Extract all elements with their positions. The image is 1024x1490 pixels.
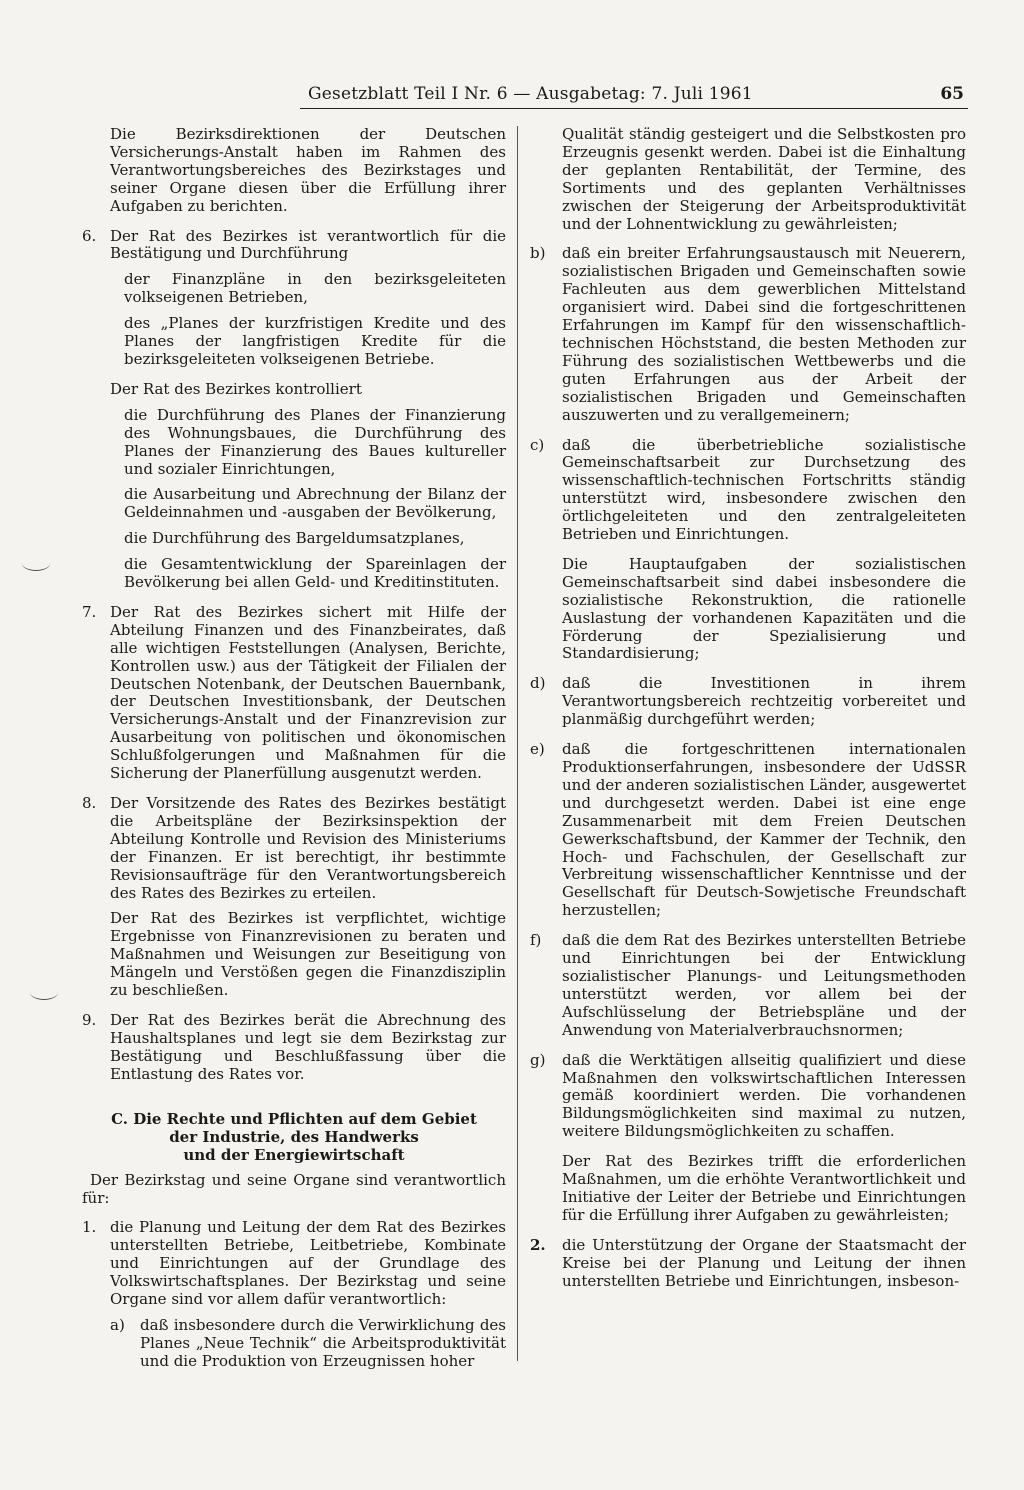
paragraph: daß die Werktätigen allseitig qualifiziert und diese Maßnahmen den volkswirtschaftlichen Interessen gemäß koordiniert werden. Die vorhandenen Bildungsmöglichkeiten sind maximal zu nutzen, weitere Bildungsmöglichkeiten zu schaffen. bbox=[562, 1050, 966, 1141]
item-letter: a) bbox=[110, 1315, 125, 1334]
paragraph: des „Planes der kurzfristigen Kredite und des Planes der langfristigen Kredite für die bezirksgeleiteten volkseigenen Betriebe. bbox=[124, 314, 506, 368]
lettered-item bbox=[530, 245, 966, 424]
section-heading bbox=[82, 1110, 506, 1164]
paragraph: daß die fortgeschrittenen internationalen Produktionserfahrungen, insbesondere der UdSSR und der anderen sozialistischen Länder, ausgewertet und durchgesetzt werden. Dabei ist eine enge Zusammenarbeit mit dem Freien Deutschen Gewerkschaftsbund, der Kammer der Technik, den Hoch- und Fachschulen, der Gesellschaft zur Verbreitung wissenschaftlicher Kenntnisse und der Gesellschaft für Deutsch-Sowjetische Freundschaft herzustellen; bbox=[562, 740, 966, 920]
paragraph: Der Bezirkstag und seine Organe sind verantwortlich für: bbox=[82, 1170, 506, 1207]
paragraph: Der Rat des Bezirkes sichert mit Hilfe der Abteilung Finanzen und des Finanzbeirates, daß alle wichtigen Feststellungen (Analysen, Berichte, Kontrollen usw.) aus der Tätigkeit der Filialen der Deutschen Notenbank, der Deutschen Bauernbank, der Deutschen Investitionsbank, der Deutschen Versicherungs-Anstalt und der Finanzrevision zur Ausarbeitung von politischen und ökonomischen Schlußfolgerungen und Maßnahmen für die Sicherung der Planerfüllung ausgenutzt werden. bbox=[110, 602, 506, 783]
lettered-item bbox=[530, 1052, 966, 1142]
item-letter: g) bbox=[530, 1050, 546, 1069]
paragraph: Der Rat des Bezirkes kontrolliert bbox=[110, 379, 362, 398]
paragraph: daß die überbetriebliche sozialistische Gemeinschaftsarbeit zur Durchsetzung des wissenschaftlich-technischen Fortschritts ständig unterstützt wird, insbesondere zwischen den örtlichgeleiteten und den zentralgeleiteten Betrieben und Einrichtungen. bbox=[562, 435, 966, 544]
paragraph: die Ausarbeitung und Abrechnung der Bilanz der Geldeinnahmen und -ausgaben der Bevölkerung, bbox=[124, 485, 506, 522]
paragraph: die Unterstützung der Organe der Staatsmacht der Kreise bei der Planung und Leitung der ihnen unterstellten Betriebe und Einrichtungen, insbeson- bbox=[562, 1235, 966, 1290]
paragraph: Die Bezirksdirektionen der Deutschen Versicherungs-Anstalt haben im Rahmen des Verantwortungsbereiches des Bezirkstages und seiner Organe diesen über die Erfüllung ihrer Aufgaben zu berichten. bbox=[110, 125, 506, 215]
paragraph: daß ein breiter Erfahrungsaustausch mit Neuerern, sozialistischen Brigaden und Gemeinschaften sowie Fachleuten aus dem gewerblichen Mittelstand organisiert wird. Dabei sind die fortgeschrittenen Erfahrungen im Kampf für den wissenschaftlich-technischen Höchststand, die besten Methoden zur Führung des sozialistischen Wettbewerbs und die guten Erfahrungen aus der Arbeit der sozialistischen Brigaden und Gemeinschaften auszuwerten und zu verallgemeinern; bbox=[562, 244, 966, 424]
margin-mark bbox=[30, 985, 58, 1000]
header-title: Gesetzblatt Teil I Nr. 6 — Ausgabetag: 7. Juli 1961 bbox=[308, 84, 753, 104]
item-number: 1. bbox=[82, 1218, 97, 1237]
paragraph: daß die dem Rat des Bezirkes unterstellten Betriebe und Einrichtungen bei der Entwicklung sozialistischer Planungs- und Leitungsmethoden unterstützt werden, vor allem bei der Aufschlüsselung der Betriebspläne und der Anwendung von Materialverbrauchsnormen; bbox=[562, 931, 966, 1039]
section-heading-line: und der Energiewirtschaft bbox=[183, 1145, 405, 1164]
page-number: 65 bbox=[940, 84, 964, 104]
paragraph: die Gesamtentwicklung der Spareinlagen der Bevölkerung bei allen Geld- und Kreditinstituten. bbox=[124, 555, 506, 592]
item-letter: b) bbox=[530, 244, 546, 263]
paragraph: Der Vorsitzende des Rates des Bezirkes bestätigt die Arbeitspläne der Bezirksinspektion der Abteilung Kontrolle und Revision des Ministeriums der Finanzen. Er ist berechtigt, ihr bestimmte Revisionsaufträge für den Verantwortungsbereich des Rates des Bezirkes zu erteilen. bbox=[110, 794, 506, 902]
numbered-item bbox=[82, 1219, 506, 1309]
margin-mark bbox=[22, 556, 50, 571]
lettered-item bbox=[530, 437, 966, 544]
paragraph: die Durchführung des Planes der Finanzierung des Wohnungsbaues, die Durchführung des Planes der Finanzierung des Baues kultureller und sozialer Einrichtungen, bbox=[124, 405, 506, 478]
item-number: 9. bbox=[82, 1010, 97, 1029]
paragraph: daß die Investitionen in ihrem Verantwortungsbereich rechtzeitig vorbereitet und planmäßig durchgeführt werden; bbox=[562, 674, 966, 729]
paragraph: Der Rat des Bezirkes berät die Abrechnung des Haushaltsplanes und legt sie dem Bezirkstag zur Bestätigung und Beschlußfassung über die Entlastung des Rates vor. bbox=[110, 1010, 506, 1083]
paragraph: Der Rat des Bezirkes trifft die erforderlichen Maßnahmen, um die erhöhte Verantwortlichkeit und Initiative der Leiter der Betriebe und Einrichtungen für die Erfüllung ihrer Aufgaben zu gewährleisten; bbox=[562, 1152, 966, 1224]
lettered-item bbox=[530, 932, 966, 1039]
item-letter: c) bbox=[530, 435, 545, 454]
lettered-item bbox=[530, 675, 966, 729]
numbered-item bbox=[82, 795, 506, 902]
item-letter: e) bbox=[530, 740, 545, 759]
item-number: 8. bbox=[82, 794, 97, 812]
lettered-item bbox=[530, 741, 966, 920]
paragraph: die Durchführung des Bargeldumsatzplanes, bbox=[124, 529, 465, 548]
numbered-item bbox=[530, 1237, 966, 1291]
item-number: 6. bbox=[82, 226, 97, 245]
item-number: 2. bbox=[530, 1235, 546, 1254]
paragraph: Der Rat des Bezirkes ist verpflichtet, wichtige Ergebnisse von Finanzrevisionen zu beraten und Maßnahmen und Weisungen zur Beseitigung von Mängeln und Verstößen gegen die Finanzdisziplin zu beschließen. bbox=[110, 909, 506, 1000]
right-column bbox=[530, 126, 966, 1290]
section-heading-line: der Industrie, des Handwerks bbox=[169, 1127, 419, 1146]
item-letter: d) bbox=[530, 674, 546, 693]
page-header bbox=[300, 84, 968, 109]
paragraph: Qualität ständig gesteigert und die Selbstkosten pro Erzeugnis gesenkt werden. Dabei ist die Einhaltung der geplanten Rentabilität, der Termine, des Sortiments und des geplanten Verhältnisses zwischen der Steigerung der Arbeitsproduktivität und der Lohnentwicklung zu gewährleisten; bbox=[562, 125, 966, 233]
paragraph: die Planung und Leitung der dem Rat des Bezirkes unterstellten Betriebe, Leitbetriebe, Kombinate und Einrichtungen auf der Grundlage des Volkswirtschaftsplanes. Der Bezirkstag und seine Organe sind vor allem dafür verantwortlich: bbox=[110, 1218, 506, 1309]
column-divider bbox=[517, 126, 518, 1361]
paragraph: der Finanzpläne in den bezirksgeleiteten volkseigenen Betrieben, bbox=[124, 270, 506, 307]
section-heading-line: C. Die Rechte und Pflichten auf dem Gebiet bbox=[111, 1109, 477, 1128]
paragraph: Der Rat des Bezirkes ist verantwortlich für die Bestätigung und Durchführung bbox=[110, 226, 506, 263]
numbered-item bbox=[82, 1012, 506, 1084]
item-letter: f) bbox=[530, 931, 542, 950]
lettered-item bbox=[82, 1317, 506, 1371]
paragraph: Die Hauptaufgaben der sozialistischen Gemeinschaftsarbeit sind dabei insbesondere die sozialistische Rekonstruktion, die rationelle Auslastung der vorhandenen Kapazitäten und die Förderung der Spezialisierung und Standardisierung; bbox=[562, 554, 966, 663]
numbered-item bbox=[82, 604, 506, 783]
left-column bbox=[82, 126, 506, 1371]
numbered-item bbox=[82, 228, 506, 264]
item-number: 7. bbox=[82, 602, 97, 621]
paragraph: daß insbesondere durch die Verwirklichung des Planes „Neue Technik“ die Arbeitsproduktivität und die Produktion von Erzeugnissen hoher bbox=[140, 1315, 506, 1370]
